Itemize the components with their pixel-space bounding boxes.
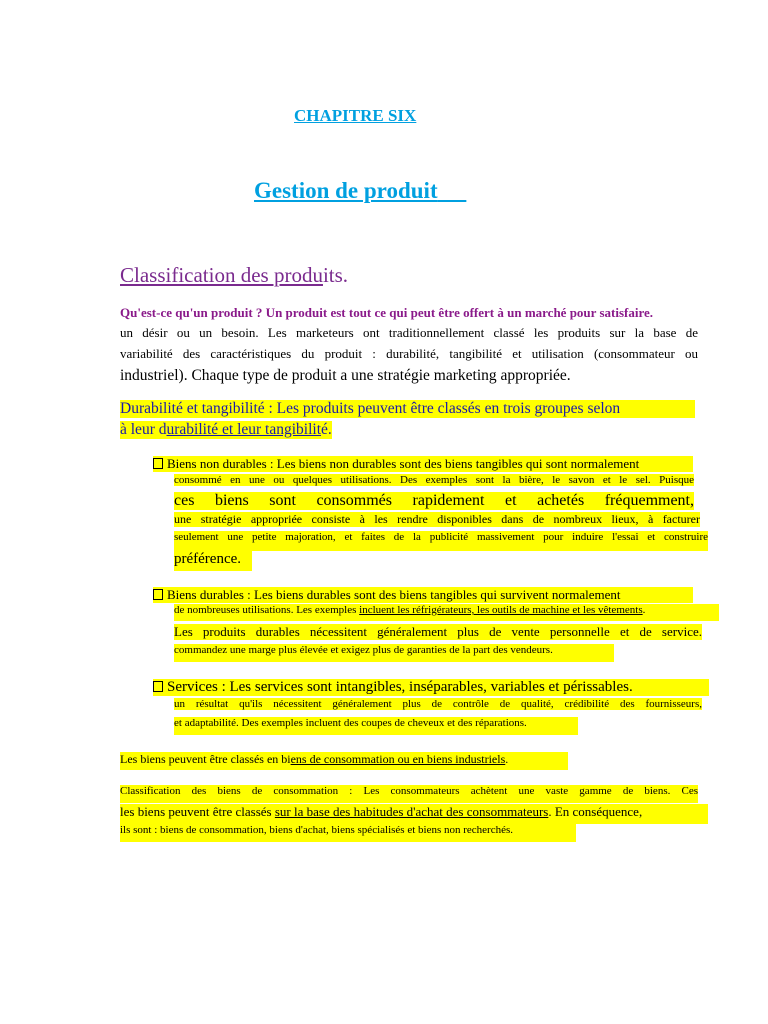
bullet-line: et adaptabilité. Des exemples incluent des coupes de cheveux et des réparations. bbox=[174, 717, 578, 735]
bullet-line: un résultat qu'ils nécessitent généralement plus de contrôle de qualité, crédibilité des fournisseurs, bbox=[174, 698, 702, 710]
checkbox-icon bbox=[153, 589, 163, 600]
intro-line: un désir ou un besoin. Les marketeurs ont traditionnellement classé les produits sur la base de bbox=[120, 325, 698, 340]
section-heading-tail: its. bbox=[322, 263, 349, 287]
bullet-underlined: incluent les réfrigérateurs, les outils de machine et les vêtements bbox=[359, 604, 643, 616]
intro-line: industriel). Chaque type de produit a une stratégie marketing appropriée. bbox=[120, 367, 571, 384]
bullet-text: de nombreuses utilisations. Les exemples bbox=[174, 604, 360, 616]
bullet-nondurable-goods bbox=[153, 456, 693, 472]
durability-text: à leur d bbox=[120, 421, 167, 438]
checkbox-icon bbox=[153, 458, 163, 469]
classification-text-end: . bbox=[505, 752, 509, 766]
consumer-underlined: sur la base des habitudes d'achat des consommateurs bbox=[274, 804, 549, 819]
intro-line: variabilité des caractéristiques du produit : durabilité, tangibilité et utilisation (consommateur ou bbox=[120, 346, 698, 361]
bullet-line: une stratégie appropriée consiste à les rendre disponibles dans de nombreux lieux, à facturer bbox=[174, 512, 700, 526]
checkbox-icon bbox=[153, 681, 163, 692]
section-heading bbox=[120, 263, 348, 288]
classification-text: Les biens peuvent être classés en bi bbox=[120, 752, 291, 766]
bullet-line: seulement une petite majoration, et faites de la publicité massivement pour induire l'essai et construire bbox=[174, 531, 708, 551]
bullet-line: consommé en une ou quelques utilisations. Des exemples sont la bière, le savon et le sel. Puisque bbox=[174, 474, 694, 486]
bullet-line: commandez une marge plus élevée et exigez plus de garanties de la part des vendeurs. bbox=[174, 644, 614, 662]
consumer-goods-line: ils sont : biens de consommation, biens d'achat, biens spécialisés et biens non recherchés. bbox=[120, 824, 576, 842]
consumer-goods-line bbox=[120, 804, 708, 824]
bullet-line: Les produits durables nécessitent généralement plus de vente personnelle et de service. bbox=[174, 624, 702, 639]
chapter-heading: CHAPITRE SIX bbox=[294, 106, 417, 125]
bullet-durable-goods bbox=[153, 587, 693, 603]
bullet-services bbox=[153, 679, 709, 696]
bullet-text: Services : Les services sont intangibles, inséparables, variables et périssables. bbox=[167, 679, 633, 695]
durability-heading-cont bbox=[120, 421, 332, 439]
consumer-goods-line: Classification des biens de consommation : Les consommateurs achètent une vaste gamme de biens. Ces bbox=[120, 785, 698, 803]
durability-heading: Durabilité et tangibilité : Les produits peuvent être classés en trois groupes selon bbox=[120, 400, 695, 418]
classification-underlined: ens de consommation ou en biens industriels bbox=[290, 752, 506, 766]
section-heading-underlined: Classification des produ bbox=[120, 263, 323, 287]
bullet-text: Biens durables : Les biens durables sont des biens tangibles qui survivent normalement bbox=[167, 587, 621, 602]
bullet-line: préférence. bbox=[174, 551, 252, 571]
page-title bbox=[254, 178, 466, 204]
durability-text-end: é. bbox=[321, 421, 332, 438]
bullet-text-end: . bbox=[642, 604, 646, 616]
bullet-line: ces biens sont consommés rapidement et achetés fréquemment, bbox=[174, 492, 694, 509]
product-question: Qu'est-ce qu'un produit ? Un produit est tout ce qui peut être offert à un marché pour satisfaire. bbox=[120, 305, 654, 320]
durability-underlined: urabilité et leur tangibilit bbox=[166, 421, 322, 438]
consumer-text-end: . En conséquence, bbox=[548, 804, 643, 819]
consumer-text: les biens peuvent être classés bbox=[120, 804, 275, 819]
goods-classification bbox=[120, 752, 568, 770]
bullet-line bbox=[174, 604, 719, 621]
bullet-text: Biens non durables : Les biens non durables sont des biens tangibles qui sont normalement bbox=[167, 456, 640, 471]
title-text: Gestion de produit bbox=[254, 178, 438, 203]
